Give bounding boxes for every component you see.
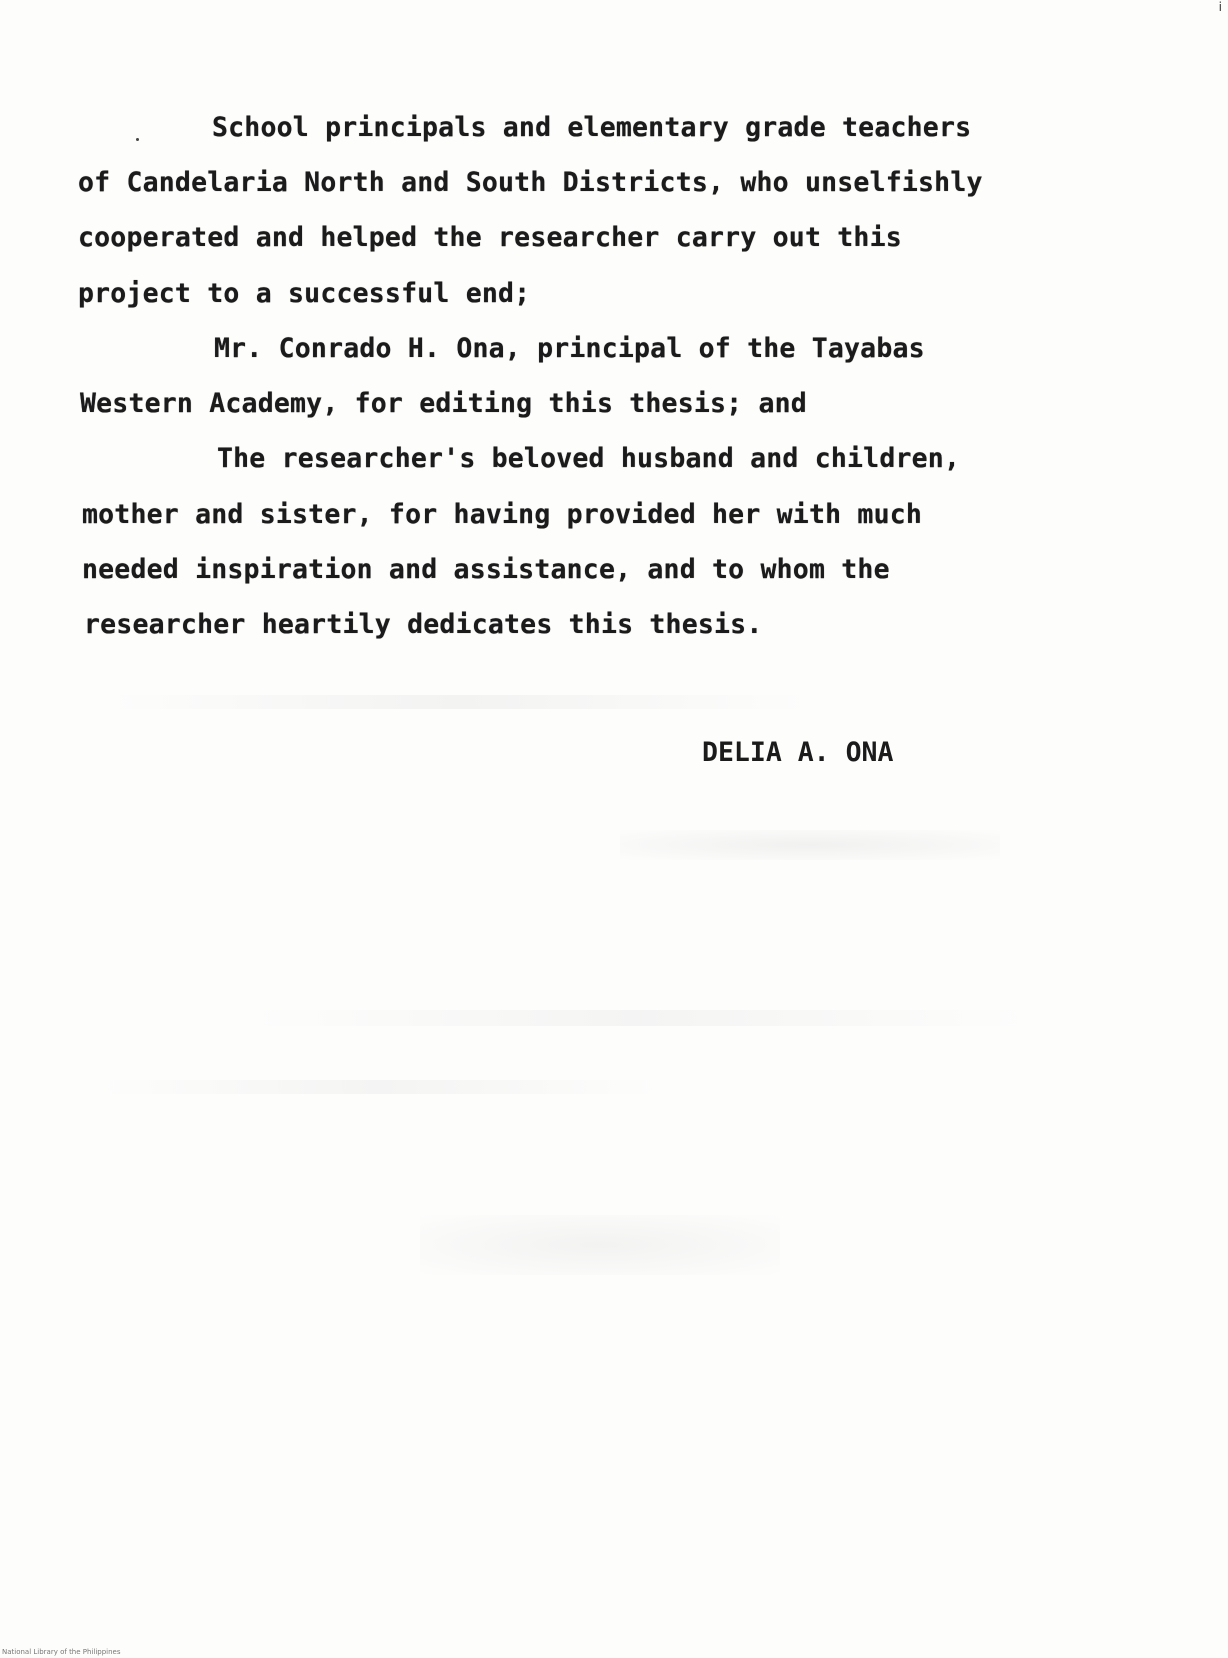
text-line: Western Academy, for editing this thesis; and [80,388,807,419]
bleed-through-mark [420,1215,780,1275]
text-line: cooperated and helped the researcher carry out this [78,222,902,253]
text-line: The researcher's beloved husband and children, [217,443,961,474]
text-line: needed inspiration and assistance, and to whom the [82,554,890,585]
footer-caption: National Library of the Philippines [2,1648,121,1656]
text-line: researcher heartily dedicates this thesis. [84,609,763,640]
text-line: Mr. Conrado H. Ona, principal of the Tayabas [214,333,925,364]
bleed-through-mark [110,695,810,709]
text-line: of Candelaria North and South Districts, who unselfishly [78,167,983,198]
signature-name: DELIA A. ONA [702,737,894,768]
bullet-speck [136,138,139,141]
text-line: mother and sister, for having provided her with much [82,499,923,530]
text-line: School principals and elementary grade teachers [212,112,972,143]
page-mark: i [1218,0,1222,14]
text-line: project to a successful end; [78,278,531,309]
bleed-through-mark [620,830,1000,860]
bleed-through-mark [100,1080,660,1094]
bleed-through-mark [250,1010,1030,1026]
